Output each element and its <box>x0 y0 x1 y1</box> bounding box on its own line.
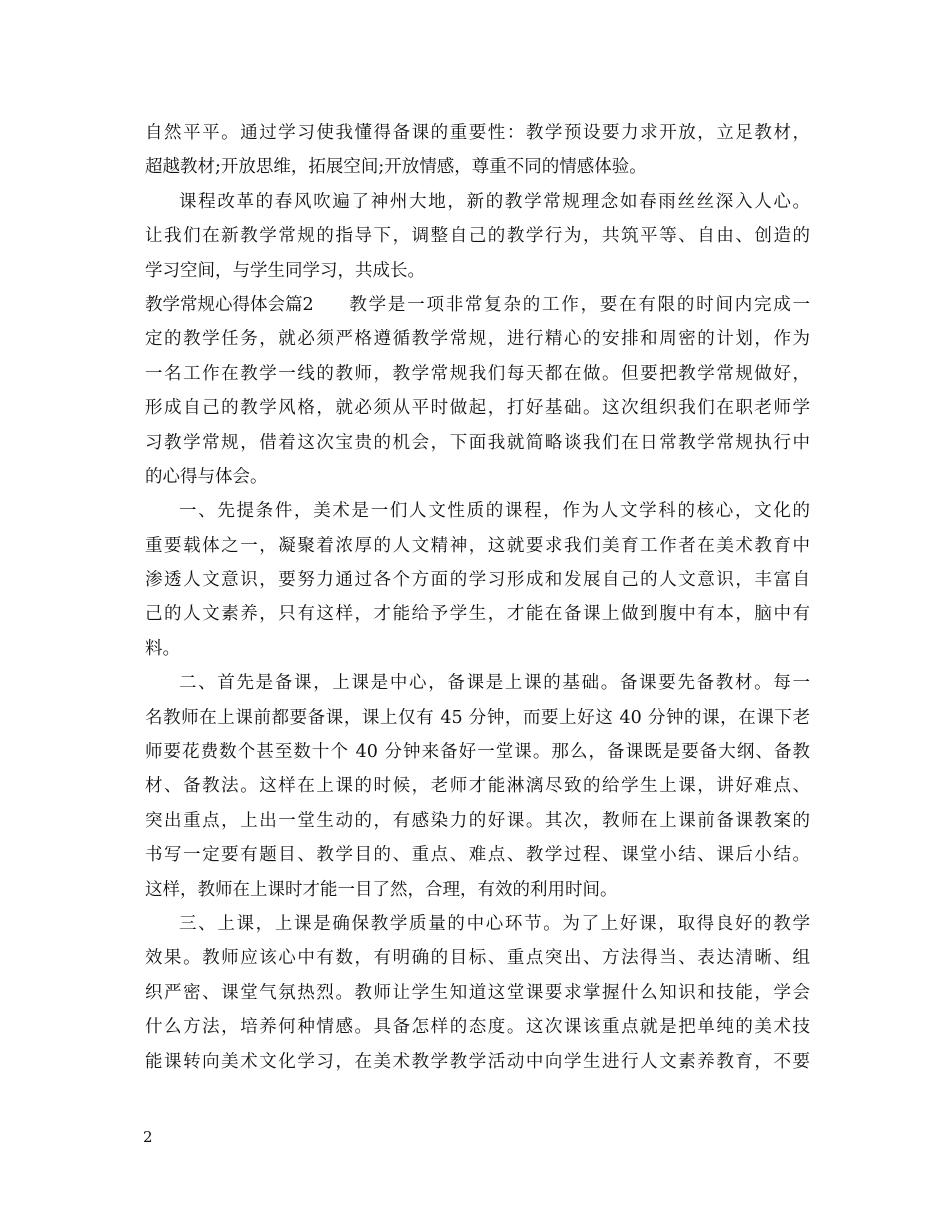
text-line <box>145 804 810 838</box>
line-text: 什么方法，培养何种情感。具备怎样的态度。这次课该重点就是把单纯的美术技 <box>145 1017 810 1038</box>
line-text: 重要载体之一，凝聚着浓厚的人文精神，这就要求我们美育工作者在美术教育中 <box>145 535 810 556</box>
line-text: 一名工作在教学一线的教师，教学常规我们每天都在做。但要把教学常规做好， <box>145 363 810 384</box>
line-text: 定的教学任务，就必须严格遵循教学常规，进行精心的安排和周密的计划，作为 <box>145 329 810 350</box>
text-line <box>145 357 810 391</box>
line-text: 材、备教法。这样在上课的时候，老师才能淋漓尽致的给学生上课，讲好难点、 <box>145 776 810 797</box>
text-line <box>145 254 810 288</box>
text-line <box>145 1010 810 1044</box>
line-text: 让我们在新教学常规的指导下，调整自己的教学行为，共筑平等、自由、创造的 <box>145 226 810 247</box>
line-text: 料。 <box>145 638 180 659</box>
text-line <box>145 735 810 769</box>
text-line <box>145 529 810 563</box>
text-line <box>145 219 810 253</box>
text-line <box>145 460 810 494</box>
text-line <box>145 391 810 425</box>
text-line <box>145 769 810 803</box>
text-line <box>145 873 810 907</box>
line-text: 教学是一项非常复杂的工作，要在有限的时间内完成一 <box>347 294 810 315</box>
line-text: 渗透人文意识，要努力通过各个方面的学习形成和发展自己的人文意识，丰富自 <box>145 570 810 591</box>
text-line <box>145 976 810 1010</box>
line-text: 书写一定要有题目、教学目的、重点、难点、教学过程、课堂小结、课后小结。 <box>145 845 810 866</box>
line-text: 自然平平。通过学习使我懂得备课的重要性：教学预设要力求开放，立足教材， <box>145 123 810 143</box>
text-line <box>145 185 810 219</box>
line-text: 的心得与体会。 <box>145 466 268 487</box>
line-text: 二、首先是备课，上课是中心，备课是上课的基础。备课要先备教材。每一 <box>179 673 810 694</box>
line-text: 效果。教师应该心中有数，有明确的目标、重点突出、方法得当、表达清晰、组 <box>145 948 810 969</box>
text-line <box>145 838 810 872</box>
body-text <box>145 116 810 1079</box>
text-line <box>145 426 810 460</box>
line-text: 能课转向美术文化学习，在美术教学教学活动中向学生进行人文素养教育，不要 <box>145 1051 810 1072</box>
text-line <box>145 597 810 631</box>
text-line <box>145 150 810 184</box>
line-text: 一、先提条件，美术是一们人文性质的课程，作为人文学科的核心，文化的 <box>179 501 810 522</box>
text-line <box>145 288 810 322</box>
line-text: 织严密、课堂气氛热烈。教师让学生知道这堂课要求掌握什么知识和技能，学会 <box>145 982 810 1003</box>
text-line <box>145 666 810 700</box>
text-line <box>145 701 810 735</box>
line-text: 学习空间，与学生同学习，共成长。 <box>145 260 425 281</box>
text-line <box>145 632 810 666</box>
text-line <box>145 494 810 528</box>
line-text: 课程改革的春风吹遍了神州大地，新的教学常规理念如春雨丝丝深入人心。 <box>179 191 810 212</box>
text-line <box>145 116 810 150</box>
line-text: 三、上课，上课是确保教学质量的中心环节。为了上好课，取得良好的教学 <box>179 913 810 934</box>
line-text: 突出重点，上出一堂生动的，有感染力的好课。其次，教师在上课前备课教案的 <box>145 810 810 831</box>
line-text: 这样，教师在上课时才能一目了然，合理，有效的利用时间。 <box>145 879 618 900</box>
line-text: 己的人文素养，只有这样，才能给予学生，才能在备课上做到腹中有本，脑中有 <box>145 604 810 625</box>
section-heading: 教学常规心得体会篇2 <box>145 294 314 315</box>
text-line <box>145 563 810 597</box>
line-text: 师要花费数个甚至数十个 40 分钟来备好一堂课。那么，备课既是要备大纲、备教 <box>145 742 810 763</box>
text-line <box>145 322 810 356</box>
line-text: 形成自己的教学风格，就必须从平时做起，打好基础。这次组织我们在职老师学 <box>145 398 810 419</box>
text-line <box>145 907 810 941</box>
line-text: 名教师在上课前都要备课，课上仅有 45 分钟，而要上好这 40 分钟的课，在课下老 <box>145 707 810 728</box>
line-text: 习教学常规，借着这次宝贵的机会，下面我就简略谈我们在日常教学常规执行中 <box>145 432 810 453</box>
text-line <box>145 1045 810 1079</box>
text-line <box>145 941 810 975</box>
page-number: 2 <box>143 1128 153 1146</box>
line-text: 超越教材;开放思维，拓展空间;开放情感，尊重不同的情感体验。 <box>145 157 647 178</box>
